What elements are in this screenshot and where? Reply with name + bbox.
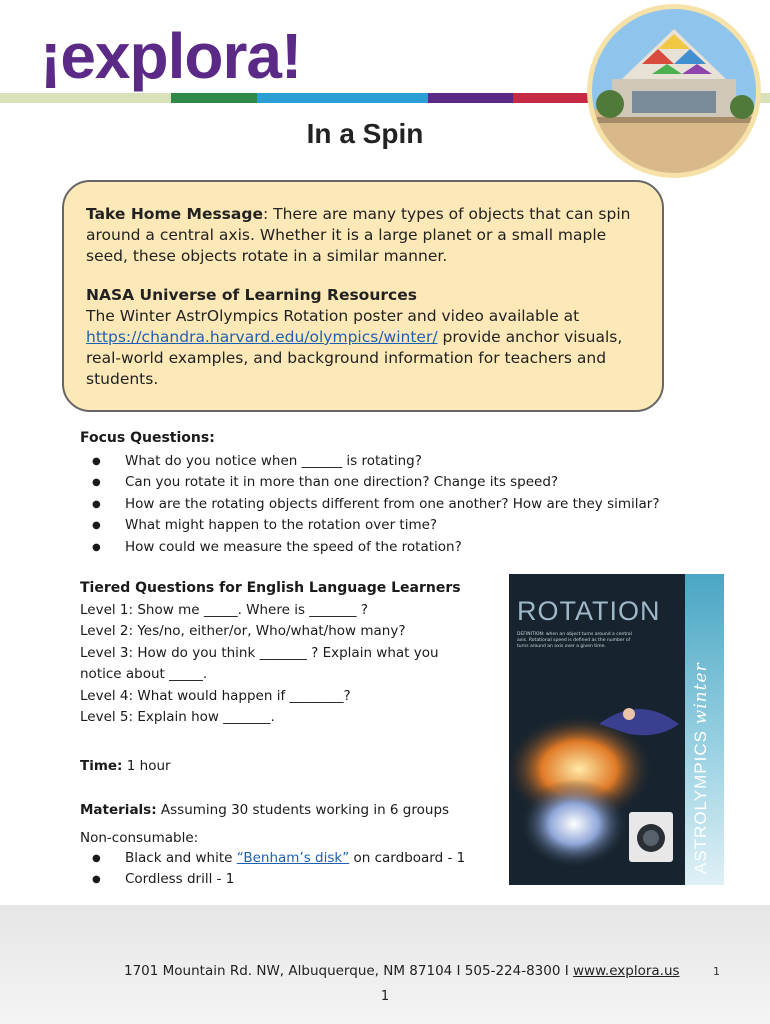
nasa-text-before: The Winter AstrOlympics Rotation poster and video available at	[86, 307, 580, 325]
time-label: Time:	[80, 758, 123, 774]
list-item: ● What do you notice when ______ is rotating?	[80, 451, 700, 472]
nasa-resources	[86, 285, 642, 390]
museum-photo	[587, 4, 761, 178]
time-value: 1 hour	[122, 758, 171, 774]
rotation-poster-image	[509, 574, 724, 885]
benhams-disk-link[interactable]: “Benham’s disk”	[236, 850, 350, 866]
nasa-heading: NASA Universe of Learning Resources	[86, 286, 417, 304]
materials-value: Assuming 30 students working in 6 groups	[156, 802, 450, 818]
poster-vertical-title: ASTROLYMPICS winter	[691, 662, 711, 874]
item-text: on cardboard - 1	[349, 850, 466, 866]
tiered-questions-section	[80, 578, 480, 729]
list-item: ● Cordless drill - 1	[80, 869, 520, 890]
list-item: ● What might happen to the rotation over time?	[80, 515, 700, 536]
tiered-questions-heading: Tiered Questions for English Language Learners	[80, 580, 461, 596]
focus-questions-list	[80, 451, 700, 558]
focus-questions-heading: Focus Questions:	[80, 430, 215, 446]
level-1: Level 1: Show me _____. Where is _______ ?	[80, 601, 368, 618]
level-3: Level 3: How do you think _______ ? Explain what you notice about _____.	[80, 644, 439, 682]
stripe-segment	[257, 93, 343, 103]
list-item: ● How could we measure the speed of the rotation?	[80, 537, 700, 558]
take-home-message-box	[62, 180, 664, 412]
list-item	[80, 848, 520, 869]
item-text: Black and white	[125, 850, 237, 866]
take-home-text: : There are many types of objects that can spin around a central axis. Whether it is a large planet or a small maple seed, these objects rotate in a similar manner.	[86, 205, 631, 265]
level-4: Level 4: What would happen if ________?	[80, 687, 351, 704]
nonconsumable-section	[80, 830, 520, 891]
stripe-segment	[86, 93, 172, 103]
nasa-text-after: provide anchor visuals, real-world examples, and background information for teachers and students.	[86, 328, 623, 388]
take-home-message	[86, 204, 642, 267]
materials-label: Materials:	[80, 802, 157, 818]
stripe-segment	[342, 93, 428, 103]
level-5: Level 5: Explain how _______.	[80, 709, 275, 725]
footer-number: 1	[713, 965, 720, 978]
stripe-segment	[0, 93, 86, 103]
page-number: 1	[380, 989, 390, 1004]
chandra-olympics-link[interactable]: https://chandra.harvard.edu/olympics/winter/	[86, 328, 438, 346]
focus-questions-section	[80, 430, 700, 558]
stripe-segment	[428, 93, 514, 103]
list-item: ● How are the rotating objects different from one another? How are they similar?	[80, 494, 700, 515]
nonconsumable-label: Non-consumable:	[80, 830, 199, 846]
poster-definition: DEFINITION: when an object turns around a central axis. Rotational speed is defined as the number of turns around an axis over a given time.	[517, 632, 632, 649]
time-line	[80, 758, 171, 774]
nonconsumable-list	[80, 848, 520, 891]
list-item: ● Can you rotate it in more than one direction? Change its speed?	[80, 472, 700, 493]
level-2: Level 2: Yes/no, either/or, Who/what/how many?	[80, 623, 406, 639]
take-home-label: Take Home Message	[86, 205, 263, 223]
explora-logo: ¡explora!	[40, 20, 302, 92]
stripe-segment	[171, 93, 257, 103]
poster-heading: ROTATION	[517, 596, 661, 626]
materials-line	[80, 802, 449, 818]
website-link[interactable]: www.explora.us	[573, 963, 680, 979]
page-title: In a Spin	[306, 118, 424, 149]
footer-address: 1701 Mountain Rd. NW, Albuquerque, NM 87104 I 505-224-8300 I www.explora.us	[124, 963, 680, 979]
